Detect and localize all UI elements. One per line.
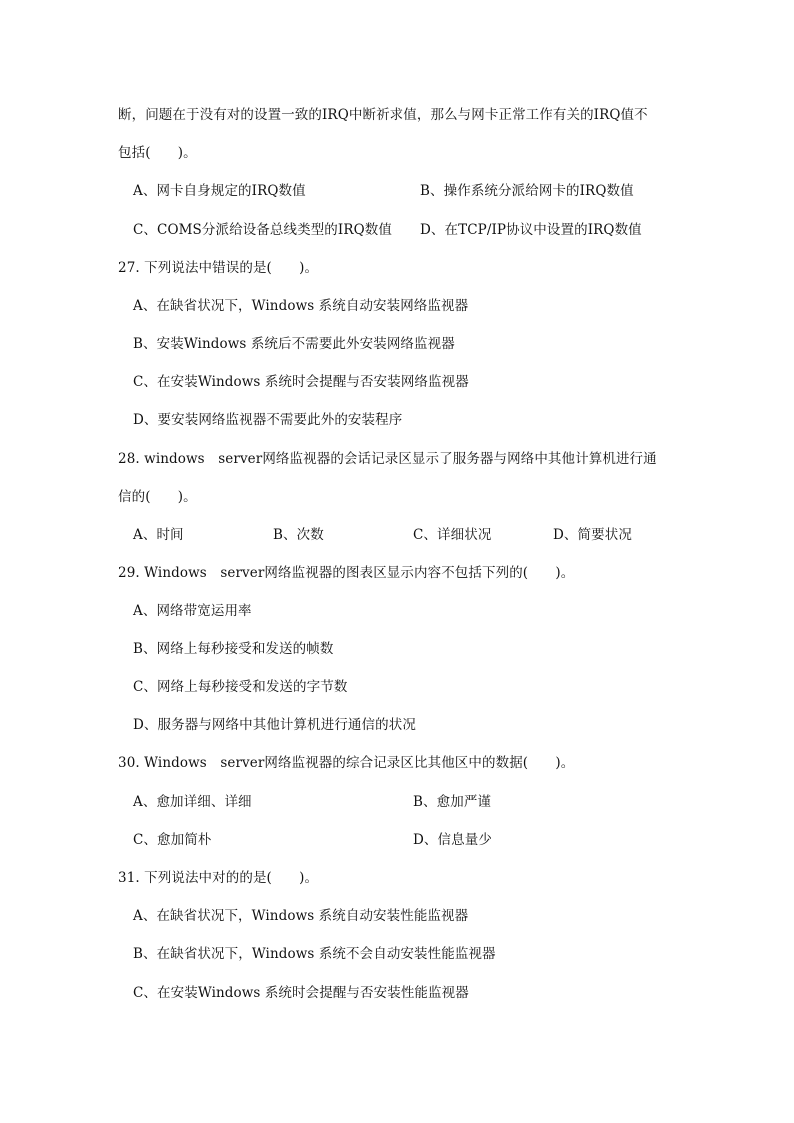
question-28-stem-line2: 信的( )。	[118, 489, 197, 505]
question-26-option-a: A、网卡自身规定的IRQ数值	[133, 183, 306, 199]
question-28-option-c: C、详细状况	[413, 527, 492, 543]
question-29-option-c: C、网络上每秒接受和发送的字节数	[133, 679, 348, 695]
question-27-stem: 27. 下列说法中错误的是( )。	[118, 260, 319, 276]
question-31-stem: 31. 下列说法中对的的是( )。	[118, 870, 319, 886]
question-26-option-c: C、COMS分派给设备总线类型的IRQ数值	[133, 222, 392, 238]
question-29-option-a: A、网络带宽运用率	[133, 603, 252, 619]
question-26-stem-line2: 包括( )。	[118, 145, 197, 161]
question-30-option-d: D、信息量少	[413, 832, 492, 848]
question-30-option-b: B、愈加严谨	[413, 794, 492, 810]
question-26-option-d: D、在TCP/IP协议中设置的IRQ数值	[420, 222, 642, 238]
question-26-option-b: B、操作系统分派给网卡的IRQ数值	[420, 183, 634, 199]
question-31-option-c: C、在安装Windows 系统时会提醒与否安装性能监视器	[133, 985, 469, 1001]
question-26-stem-line1: 断，问题在于没有对的设置一致的IRQ中断祈求值，那么与网卡正常工作有关的IRQ值不	[118, 107, 648, 123]
question-31-option-b: B、在缺省状况下，Windows 系统不会自动安装性能监视器	[133, 946, 496, 962]
question-27-option-b: B、安装Windows 系统后不需要此外安装网络监视器	[133, 336, 455, 352]
question-27-option-a: A、在缺省状况下，Windows 系统自动安装网络监视器	[133, 298, 469, 314]
question-27-option-d: D、要安装网络监视器不需要此外的安装程序	[133, 412, 403, 428]
question-30-option-c: C、愈加简朴	[133, 832, 212, 848]
question-28-option-d: D、简要状况	[553, 527, 632, 543]
question-28-stem-line1: 28. windows server网络监视器的会话记录区显示了服务器与网络中其他计算机进行通	[118, 451, 657, 467]
question-27-option-c: C、在安装Windows 系统时会提醒与否安装网络监视器	[133, 374, 469, 390]
question-30-option-a: A、愈加详细、详细	[133, 794, 252, 810]
question-29-stem: 29. Windows server网络监视器的图表区显示内容不包括下列的( )。	[118, 565, 575, 581]
question-28-option-a: A、时间	[133, 527, 184, 543]
question-29-option-b: B、网络上每秒接受和发送的帧数	[133, 641, 334, 657]
question-28-option-b: B、次数	[273, 527, 324, 543]
question-31-option-a: A、在缺省状况下，Windows 系统自动安装性能监视器	[133, 908, 469, 924]
question-30-stem: 30. Windows server网络监视器的综合记录区比其他区中的数据( )。	[118, 755, 575, 771]
question-29-option-d: D、服务器与网络中其他计算机进行通信的状况	[133, 717, 416, 733]
